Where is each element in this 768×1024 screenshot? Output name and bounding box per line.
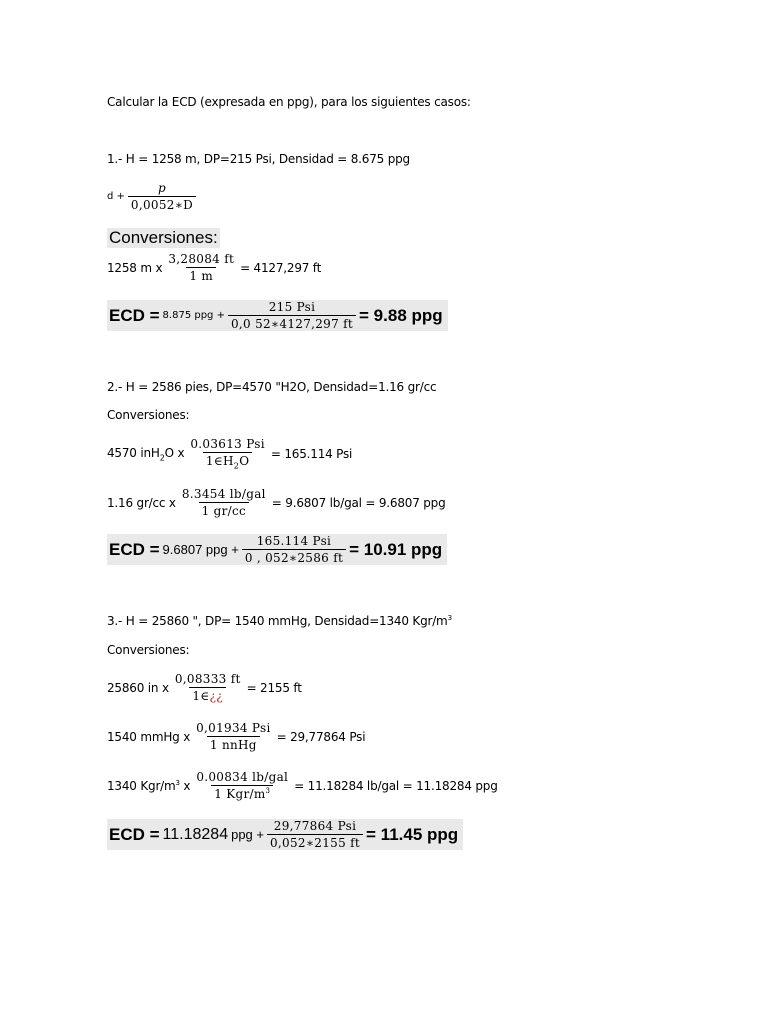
conversion-numerator: 0,08333 ft	[174, 672, 241, 686]
case3-conversions-heading: Conversiones:	[107, 643, 190, 657]
case2-conversion-1	[107, 437, 355, 470]
conversion-denominator: 1 gr/cc	[199, 502, 249, 518]
ecd-value: 11.18284	[162, 825, 229, 843]
ecd-label: ECD =	[109, 539, 160, 559]
ecd-numerator: 29,77864 Psi	[273, 819, 357, 833]
conversion-numerator: 8.3454 lb/gal	[181, 487, 266, 501]
case2-conversion-2	[107, 487, 449, 518]
ecd-label: ECD =	[109, 824, 160, 844]
conversion-lhs: 4570 inH$_2$O x	[107, 445, 185, 462]
conversion-fraction	[172, 672, 244, 703]
case3-conversion-1	[107, 672, 305, 703]
ecd-term: ppg +	[231, 827, 264, 842]
conversion-result: = 2155 ft	[246, 680, 302, 695]
ecd-denominator: 0 , 052∗2586 ft	[242, 549, 346, 565]
ecd-denominator: 0,052∗2155 ft	[267, 834, 363, 850]
conversion-denominator: 1∈¿¿	[189, 687, 226, 703]
case2-conversions-heading: Conversiones:	[107, 408, 190, 422]
ecd-fraction	[267, 819, 363, 850]
case3-ecd	[107, 819, 463, 850]
conversion-result: = 9.6807 lb/gal = 9.6807 ppg	[271, 495, 446, 510]
ecd-label: ECD =	[109, 305, 160, 325]
conversion-lhs: 1340 Kgr/$m^3$ x	[107, 778, 191, 793]
case1-title: 1.- H = 1258 m, DP=215 Psi, Densidad = 8.675 ppg	[107, 152, 410, 166]
case2-title: 2.- H = 2586 pies, DP=4570 "H2O, Densidad=1.16 gr/cc	[107, 380, 437, 394]
conversion-result: = 165.114 Psi	[270, 446, 353, 461]
ecd-result: = 9.88 ppg	[359, 305, 443, 325]
conversion-lhs: 1.16 gr/cc x	[107, 495, 176, 510]
intro-text: Calcular la ECD (expresada en ppg), para los siguientes casos:	[107, 95, 471, 109]
ecd-result: = 10.91 ppg	[349, 539, 443, 559]
conversion-numerator: 0.03613 Psi	[190, 437, 265, 451]
formula-denominator: 0,0052∗D	[128, 196, 196, 212]
ecd-term: 9.6807 ppg +	[162, 542, 239, 557]
case1-ecd	[107, 300, 448, 331]
conversion-fraction	[165, 252, 237, 283]
conversion-numerator: 3,28084 ft	[168, 252, 235, 266]
ecd-numerator: 215 Psi	[268, 300, 316, 314]
case3-title: 3.- H = 25860 ", DP= 1540 mmHg, Densidad=1340 Kgr/$m^3$	[107, 614, 452, 628]
case3-conversion-2	[107, 721, 368, 752]
case1-conversions-heading: Conversiones:	[109, 228, 218, 247]
case3-conversion-3	[107, 770, 501, 801]
conversion-lhs: 1540 mmHg x	[107, 729, 191, 744]
case1-formula	[107, 181, 199, 212]
conversion-fraction	[187, 437, 268, 470]
conversion-lhs: 1258 m x	[107, 260, 163, 275]
conversion-result: = 11.18284 lb/gal = 11.18284 ppg	[294, 778, 498, 793]
conversion-lhs: 25860 in x	[107, 680, 169, 695]
conversion-fraction	[193, 770, 291, 801]
conversion-denominator: $1\in H_2O$	[203, 452, 252, 470]
case1-conversion	[107, 252, 324, 283]
formula-numerator: p	[158, 181, 166, 195]
formula-lhs: d +	[107, 191, 125, 202]
conversion-result: = 4127,297 ft	[240, 260, 322, 275]
conversion-fraction	[193, 721, 274, 752]
conversion-denominator: 1 Kgr/$m^3$	[211, 785, 273, 801]
conversion-denominator: 1 nnHg	[207, 736, 260, 752]
ecd-denominator: 0,0 52∗4127,297 ft	[228, 315, 356, 331]
ecd-fraction	[242, 534, 346, 565]
conversion-numerator: 0,01934 Psi	[196, 721, 271, 735]
ecd-fraction	[228, 300, 356, 331]
ecd-numerator: 165.114 Psi	[256, 534, 332, 548]
case2-ecd	[107, 534, 447, 565]
conversion-result: = 29,77864 Psi	[276, 729, 366, 744]
conversion-fraction	[179, 487, 269, 518]
conversion-numerator: 0.00834 lb/gal	[196, 770, 289, 784]
formula-fraction	[128, 181, 196, 212]
conversion-denominator: 1 m	[186, 267, 216, 283]
ecd-term: 8.875 ppg +	[162, 310, 225, 321]
ecd-result: = 11.45 ppg	[366, 824, 459, 844]
